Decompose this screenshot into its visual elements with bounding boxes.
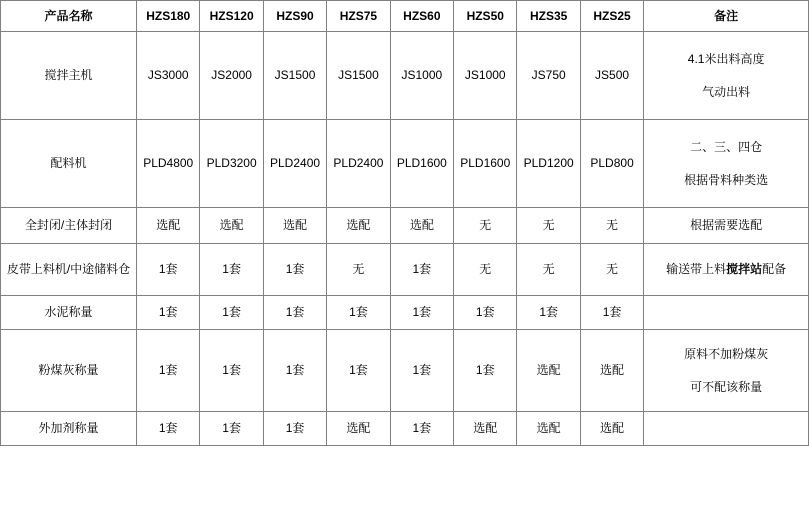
header-hzs60: HZS60 <box>390 1 453 32</box>
cell-value: 无 <box>454 244 517 296</box>
cell-value: 1套 <box>200 296 263 330</box>
cell-value: 选配 <box>517 412 580 446</box>
cell-value: 1套 <box>390 412 453 446</box>
cell-value: PLD1600 <box>454 120 517 208</box>
cell-value: PLD2400 <box>327 120 390 208</box>
header-hzs120: HZS120 <box>200 1 263 32</box>
cell-value: 1套 <box>517 296 580 330</box>
cell-value: 无 <box>517 244 580 296</box>
cell-value: PLD1600 <box>390 120 453 208</box>
cell-value: 1套 <box>263 244 326 296</box>
cell-value: JS750 <box>517 32 580 120</box>
cell-value: JS2000 <box>200 32 263 120</box>
cell-value: 1套 <box>580 296 643 330</box>
table-row <box>1 244 809 296</box>
cell-value: 选配 <box>263 208 326 244</box>
table-body <box>1 32 809 446</box>
cell-value: 选配 <box>390 208 453 244</box>
cell-value: 无 <box>580 208 643 244</box>
cell-remark <box>644 120 809 208</box>
cell-value: 无 <box>327 244 390 296</box>
cell-value: 选配 <box>580 412 643 446</box>
cell-value: JS3000 <box>137 32 200 120</box>
cell-remark <box>644 412 809 446</box>
cell-value: PLD4800 <box>137 120 200 208</box>
cell-value: PLD3200 <box>200 120 263 208</box>
cell-remark <box>644 244 809 296</box>
header-hzs90: HZS90 <box>263 1 326 32</box>
header-remark: 备注 <box>644 1 809 32</box>
table-header <box>1 1 809 32</box>
cell-value: 1套 <box>390 296 453 330</box>
row-label: 皮带上料机/中途储料仓 <box>1 244 137 296</box>
row-label: 配料机 <box>1 120 137 208</box>
cell-value: 1套 <box>263 330 326 412</box>
cell-value: JS1000 <box>390 32 453 120</box>
cell-value: 选配 <box>200 208 263 244</box>
row-label: 水泥称量 <box>1 296 137 330</box>
cell-value: 1套 <box>327 296 390 330</box>
header-hzs50: HZS50 <box>454 1 517 32</box>
cell-value: 无 <box>454 208 517 244</box>
cell-value: 1套 <box>200 330 263 412</box>
cell-value: 无 <box>580 244 643 296</box>
header-hzs35: HZS35 <box>517 1 580 32</box>
cell-value: PLD2400 <box>263 120 326 208</box>
cell-value: JS1500 <box>327 32 390 120</box>
cell-value: 1套 <box>454 330 517 412</box>
cell-value: 选配 <box>327 208 390 244</box>
remark-highlight: 搅拌站 <box>726 262 763 277</box>
remark-line: 二、三、四仓 <box>690 139 763 154</box>
row-label: 全封闭/主体封闭 <box>1 208 137 244</box>
table-row <box>1 412 809 446</box>
cell-remark: 根据需要选配 <box>644 208 809 244</box>
cell-value: 1套 <box>137 296 200 330</box>
cell-value: 选配 <box>580 330 643 412</box>
cell-value: 1套 <box>390 330 453 412</box>
cell-value: 1套 <box>263 412 326 446</box>
cell-value: 1套 <box>454 296 517 330</box>
table-header-row <box>1 1 809 32</box>
header-product-name: 产品名称 <box>1 1 137 32</box>
header-hzs75: HZS75 <box>327 1 390 32</box>
table-row <box>1 120 809 208</box>
remark-prefix: 输送带上料 <box>666 262 727 277</box>
remark-line: 原料不加粉煤灰 <box>684 346 769 361</box>
remark-line: 4.1米出料高度 <box>687 51 765 66</box>
cell-value: 无 <box>517 208 580 244</box>
header-hzs180: HZS180 <box>137 1 200 32</box>
table-row <box>1 208 809 244</box>
cell-value: PLD800 <box>580 120 643 208</box>
header-hzs25: HZS25 <box>580 1 643 32</box>
table-row <box>1 330 809 412</box>
cell-value: 1套 <box>200 244 263 296</box>
cell-value: 1套 <box>200 412 263 446</box>
row-label: 外加剂称量 <box>1 412 137 446</box>
cell-value: 选配 <box>454 412 517 446</box>
row-label: 搅拌主机 <box>1 32 137 120</box>
cell-value: 1套 <box>137 244 200 296</box>
remark-line: 气动出料 <box>702 84 751 99</box>
cell-value: 1套 <box>327 330 390 412</box>
cell-value: JS1000 <box>454 32 517 120</box>
cell-remark <box>644 330 809 412</box>
cell-remark <box>644 32 809 120</box>
table-row <box>1 296 809 330</box>
table-row <box>1 32 809 120</box>
remark-suffix: 配备 <box>762 262 787 277</box>
cell-value: PLD1200 <box>517 120 580 208</box>
cell-value: 1套 <box>263 296 326 330</box>
cell-remark <box>644 296 809 330</box>
cell-value: JS1500 <box>263 32 326 120</box>
cell-value: 选配 <box>327 412 390 446</box>
cell-value: 选配 <box>517 330 580 412</box>
remark-line: 根据骨料种类选 <box>684 172 769 187</box>
remark-line: 可不配该称量 <box>690 379 763 394</box>
cell-value: 1套 <box>137 412 200 446</box>
cell-value: 1套 <box>137 330 200 412</box>
cell-value: 1套 <box>390 244 453 296</box>
cell-value: JS500 <box>580 32 643 120</box>
row-label: 粉煤灰称量 <box>1 330 137 412</box>
cell-value: 选配 <box>137 208 200 244</box>
